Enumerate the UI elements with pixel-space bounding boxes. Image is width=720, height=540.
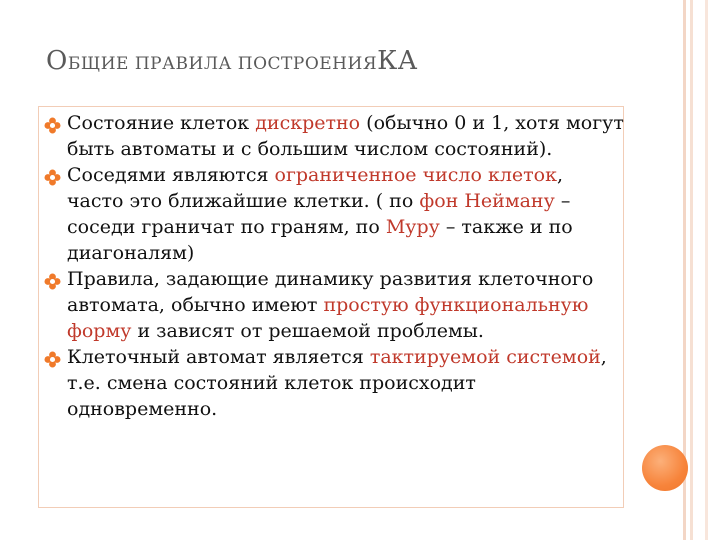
bullet-text: Соседями являются [67,164,275,186]
title-small-caps: БЩИЕ ПРАВИЛА ПОСТРОЕНИЯ [67,54,378,74]
highlighted-text: дискретно [255,112,361,134]
orange-circle-decoration [642,445,688,491]
orange-flower-bullet-icon [44,271,61,288]
title-first-letter: О [46,46,68,76]
bullet-text: (обычно 0 и 1, хотя могут быть автоматы и с большим числом состояний). [67,112,624,160]
bullet-text: – также и по диагоналям) [67,216,573,264]
bullet-text: – соседи граничат по граням, по [67,190,571,238]
bullet-item [44,266,624,344]
highlighted-text: Муру [385,216,440,238]
bullet-item [44,162,624,266]
bullet-text: , т.е. смена состояний клеток происходит одновременно. [67,346,607,420]
highlighted-text: фон Нейману [419,190,555,212]
bullet-item [44,344,624,422]
orange-flower-bullet-icon [44,349,61,366]
bullet-text: Правила, задающие динамику развития клеточного автомата, обычно имеют [67,268,594,316]
border-line-inner [690,0,693,540]
orange-flower-bullet-icon [44,115,61,132]
border-strip [705,0,708,540]
highlighted-text: ограниченное число клеток [274,164,557,186]
orange-flower-bullet-icon [44,167,61,184]
bullet-text: Клеточный автомат является [67,346,370,368]
slide-title [46,46,418,76]
bullet-item [44,110,624,162]
highlighted-text: тактируемой системой [369,346,601,368]
bullet-list [44,110,624,422]
title-suffix: КА [377,46,418,76]
highlighted-text: простую функциональную форму [67,294,589,342]
bullet-text: и зависят от решаемой проблемы. [131,320,484,342]
bullet-text: Состояние клеток [67,112,256,134]
bullet-text: , часто это ближайшие клетки. ( по [67,164,564,212]
